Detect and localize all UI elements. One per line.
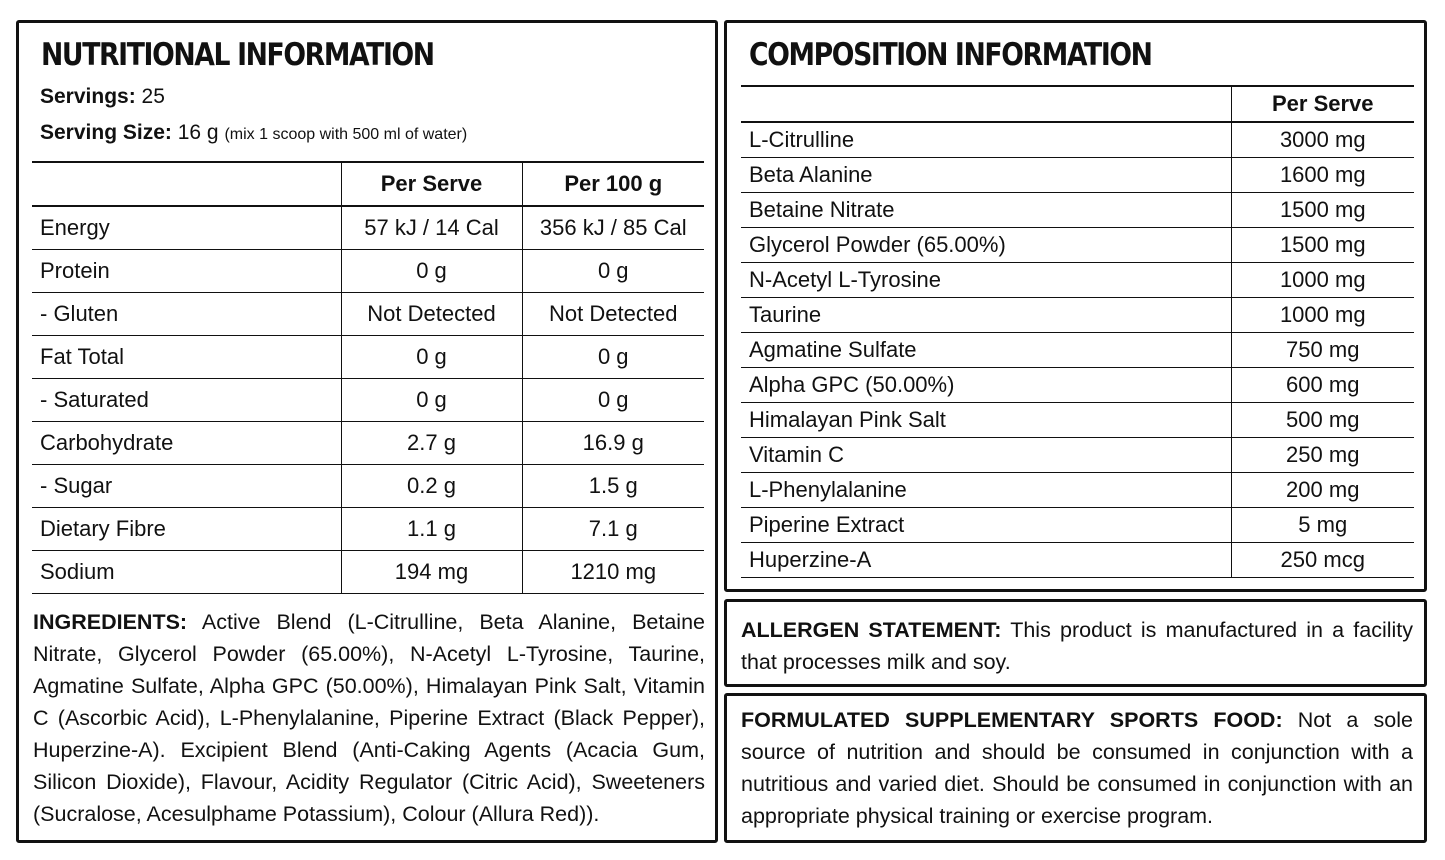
per-100g-value: 16.9 g	[522, 422, 704, 465]
nutrient-label: Fat Total	[32, 336, 341, 379]
composition-row	[741, 368, 1414, 403]
per-serve-value: 1000 mg	[1231, 298, 1414, 333]
nutritional-information-panel	[16, 20, 718, 843]
formulated-label: FORMULATED SUPPLEMENTARY SPORTS FOOD:	[741, 708, 1283, 732]
per-100g-value: 0 g	[522, 336, 704, 379]
nutrition-heading: NUTRITIONAL INFORMATION	[41, 37, 434, 73]
nutrition-row	[32, 508, 704, 551]
per-serve-value: 1500 mg	[1231, 228, 1414, 263]
per-serve-value: 3000 mg	[1231, 122, 1414, 158]
per-serve-value: 200 mg	[1231, 473, 1414, 508]
ingredient-label: Agmatine Sulfate	[741, 333, 1231, 368]
composition-information-panel	[724, 20, 1427, 592]
ingredient-label: L-Phenylalanine	[741, 473, 1231, 508]
allergen-statement-panel	[724, 599, 1427, 687]
nutrition-row	[32, 250, 704, 293]
composition-table	[741, 85, 1414, 578]
per-serve-value: 600 mg	[1231, 368, 1414, 403]
per-serve-value: 2.7 g	[341, 422, 522, 465]
per-serve-value: Not Detected	[341, 293, 522, 336]
allergen-paragraph	[741, 614, 1413, 678]
per-serve-value: 250 mg	[1231, 438, 1414, 473]
ingredients-text: Active Blend (L-Citrulline, Beta Alanine, Betaine Nitrate, Glycerol Powder (65.00%), N-Acetyl L-Tyrosine, Taurine, Agmatine Sulfate, Alpha GPC (50.00%), Himalayan Pink Salt, Vitamin C (Ascorbic Acid), L-Phenylalanine, Piperine Extract (Black Pepper), Huperzine-A). Excipient Blend (Anti-Caking Agents (Acacia Gum, Silicon Dioxide), Flavour, Acidity Regulator (Citric Acid), Sweeteners (Sucralose, Acesulphame Potassium), Colour (Allura Red)).	[33, 610, 706, 826]
serving-size-label: Serving Size:	[40, 121, 172, 144]
ingredient-label: Taurine	[741, 298, 1231, 333]
per-serve-value: 1000 mg	[1231, 263, 1414, 298]
ingredient-label: Alpha GPC (50.00%)	[741, 368, 1231, 403]
per-serve-value: 1600 mg	[1231, 158, 1414, 193]
nutrition-header-per-100g: Per 100 g	[522, 162, 704, 206]
allergen-text: This product is manufactured in a facility that processes milk and soy.	[741, 618, 1413, 674]
nutrition-header-per-serve: Per Serve	[341, 162, 522, 206]
composition-table-header	[741, 86, 1414, 122]
composition-header-blank	[741, 86, 1231, 122]
nutrient-label: Dietary Fibre	[32, 508, 341, 551]
nutrient-label: Energy	[32, 206, 341, 250]
per-100g-value: 0 g	[522, 379, 704, 422]
formulated-paragraph	[741, 704, 1413, 832]
ingredient-label: Piperine Extract	[741, 508, 1231, 543]
servings-label: Servings:	[40, 85, 136, 108]
per-serve-value: 5 mg	[1231, 508, 1414, 543]
ingredients-paragraph	[33, 606, 705, 830]
allergen-label: ALLERGEN STATEMENT:	[741, 618, 1002, 642]
servings-value: 25	[141, 85, 165, 108]
nutrient-label: Protein	[32, 250, 341, 293]
composition-row	[741, 122, 1414, 158]
composition-row	[741, 158, 1414, 193]
composition-row	[741, 298, 1414, 333]
composition-row	[741, 333, 1414, 368]
nutrient-label: Carbohydrate	[32, 422, 341, 465]
nutrition-row	[32, 293, 704, 336]
composition-row	[741, 228, 1414, 263]
nutrition-table-header	[32, 162, 704, 206]
composition-row	[741, 543, 1414, 578]
nutrient-label: Sodium	[32, 551, 341, 594]
nutrition-row	[32, 206, 704, 250]
ingredient-label: Huperzine-A	[741, 543, 1231, 578]
per-serve-value: 1.1 g	[341, 508, 522, 551]
per-serve-value: 0 g	[341, 379, 522, 422]
formulated-sports-food-panel	[724, 693, 1427, 843]
nutrition-row	[32, 336, 704, 379]
nutrient-label: - Sugar	[32, 465, 341, 508]
composition-row	[741, 438, 1414, 473]
servings-line	[40, 85, 165, 109]
serving-size-value: 16 g	[177, 121, 219, 144]
per-serve-value: 0.2 g	[341, 465, 522, 508]
per-100g-value: 7.1 g	[522, 508, 704, 551]
ingredients-label: INGREDIENTS:	[33, 610, 188, 634]
per-serve-value: 0 g	[341, 336, 522, 379]
per-serve-value: 57 kJ / 14 Cal	[341, 206, 522, 250]
composition-row	[741, 473, 1414, 508]
composition-heading: COMPOSITION INFORMATION	[749, 37, 1152, 73]
composition-header-per-serve: Per Serve	[1231, 86, 1414, 122]
composition-row	[741, 263, 1414, 298]
per-serve-value: 500 mg	[1231, 403, 1414, 438]
ingredient-label: Glycerol Powder (65.00%)	[741, 228, 1231, 263]
per-serve-value: 1500 mg	[1231, 193, 1414, 228]
composition-row	[741, 193, 1414, 228]
per-100g-value: 0 g	[522, 250, 704, 293]
per-serve-value: 0 g	[341, 250, 522, 293]
composition-table-body	[741, 122, 1414, 578]
ingredient-label: Vitamin C	[741, 438, 1231, 473]
nutrition-header-blank	[32, 162, 341, 206]
ingredient-label: Beta Alanine	[741, 158, 1231, 193]
formulated-text: Not a sole source of nutrition and should be consumed in conjunction with a nutritious and varied diet. Should be consumed in conjunction with an appropriate physical training or exercise program.	[741, 708, 1413, 828]
nutrition-row	[32, 422, 704, 465]
serving-size-line	[40, 121, 467, 145]
ingredient-label: L-Citrulline	[741, 122, 1231, 158]
ingredient-label: Betaine Nitrate	[741, 193, 1231, 228]
composition-row	[741, 508, 1414, 543]
nutrient-label: - Saturated	[32, 379, 341, 422]
per-100g-value: 1.5 g	[522, 465, 704, 508]
per-100g-value: 356 kJ / 85 Cal	[522, 206, 704, 250]
serving-size-note: (mix 1 scoop with 500 ml of water)	[224, 126, 468, 143]
composition-row	[741, 403, 1414, 438]
nutrition-row	[32, 379, 704, 422]
per-serve-value: 194 mg	[341, 551, 522, 594]
per-serve-value: 250 mcg	[1231, 543, 1414, 578]
per-100g-value: 1210 mg	[522, 551, 704, 594]
nutrition-row	[32, 465, 704, 508]
nutrition-table-body	[32, 206, 704, 594]
ingredient-label: N-Acetyl L-Tyrosine	[741, 263, 1231, 298]
nutrition-table	[32, 161, 704, 594]
per-100g-value: Not Detected	[522, 293, 704, 336]
ingredient-label: Himalayan Pink Salt	[741, 403, 1231, 438]
nutrition-row	[32, 551, 704, 594]
nutrient-label: - Gluten	[32, 293, 341, 336]
per-serve-value: 750 mg	[1231, 333, 1414, 368]
